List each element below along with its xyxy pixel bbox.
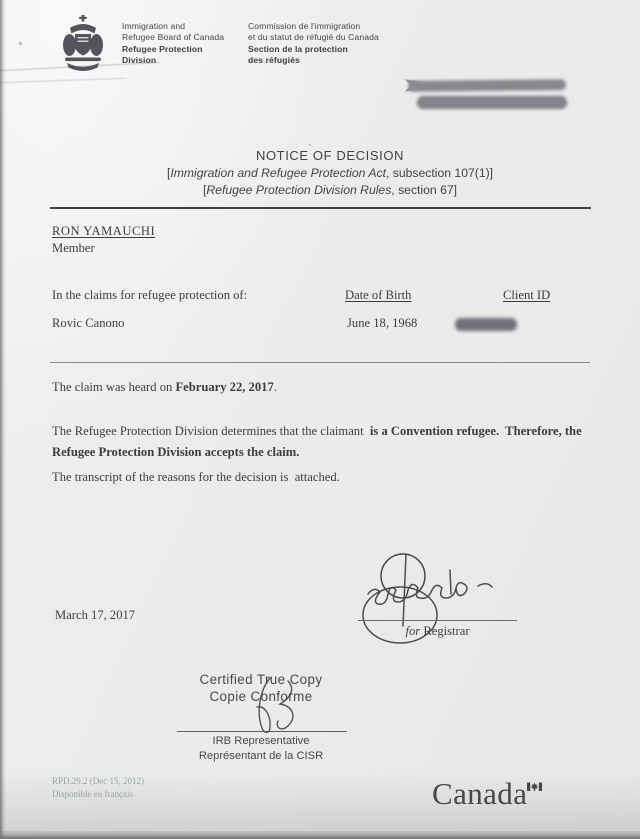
canada-flag-icon (527, 779, 542, 797)
redacted-client-id (455, 318, 517, 331)
org-name-en-line1: Immigration and (122, 21, 186, 31)
member-name: RON YAMAUCHI (52, 224, 156, 238)
act-name: Immigration and Refugee Protection Act (170, 166, 386, 180)
notice-title-block (20, 148, 640, 197)
letterhead-english (122, 21, 224, 65)
hearing-suffix: . (273, 380, 277, 394)
scan-speck (19, 42, 22, 45)
division-fr-line1: Section de la protection (248, 44, 348, 55)
bracket: [ (202, 183, 207, 197)
scan-edge-shadow-bottom (0, 831, 640, 839)
rules-name: Refugee Protection Division Rules (206, 183, 392, 197)
coat-of-arms-icon (62, 15, 104, 73)
horizontal-rule (50, 362, 590, 363)
scan-edge-shadow-left (0, 0, 6, 839)
irb-representative-en: IRB Representative (212, 735, 310, 747)
division-en-line1: Refugee Protection (122, 44, 203, 55)
statute-reference (20, 166, 640, 180)
hearing-prefix: The claim was heard on (52, 380, 176, 394)
page-title: NOTICE OF DECISION (255, 148, 405, 163)
letterhead-french (248, 21, 379, 65)
claimant-name: Rovic Canono (52, 316, 125, 330)
registrar-caption (358, 624, 517, 639)
rules-section: , section 67] (391, 183, 458, 197)
paper-crease (0, 78, 125, 83)
org-name-fr-line2: et du statut de réfugié du Canada (248, 31, 379, 42)
division-fr-line2: des réfugiés (248, 54, 300, 65)
claimant-dob: June 18, 1968 (347, 316, 418, 330)
redacted-file-number (417, 96, 567, 109)
determination-paragraph (52, 421, 604, 463)
form-number: RPD.29.2 (Dec 15, 2012) (52, 776, 144, 786)
org-name-en-line2: Refugee Board of Canada (122, 31, 225, 42)
hearing-date-line (52, 380, 277, 395)
wordmark-text: Canada (432, 776, 528, 811)
signature-line (358, 620, 517, 621)
act-subsection: , subsection 107(1)] (386, 166, 494, 180)
form-number-block (52, 775, 144, 801)
horizontal-rule (50, 207, 591, 209)
certified-line-fr: Copie Conforme (209, 689, 313, 704)
irb-representative-fr: Représentant de la CISR (198, 749, 324, 762)
decision-date: March 17, 2017 (55, 608, 136, 622)
hearing-date: February 22, 2017 (175, 380, 274, 394)
member-role: Member (52, 241, 95, 255)
rules-reference (20, 183, 640, 197)
determination-bold: is a Convention refugee. Therefore, the Refugee Protection Division accepts the claim. (52, 424, 585, 459)
determination-normal: The Refugee Protection Division determines that the claimant (52, 424, 367, 438)
canada-wordmark (432, 776, 562, 813)
client-id-column-header: Client ID (503, 288, 551, 302)
org-name-fr-line1: Commission de l'immigration (248, 21, 361, 31)
claims-label: In the claims for refugee protection of: (52, 288, 248, 302)
representative-signature (236, 676, 314, 738)
scan-speck (309, 144, 311, 146)
bracket: [ (166, 166, 171, 180)
registrar-title: Registrar (423, 624, 470, 638)
certified-line-en: Certified True Copy (199, 672, 323, 687)
redacted-file-number (408, 79, 566, 92)
division-en-line2: Division (122, 54, 157, 65)
transcript-line: The transcript of the reasons for the decision is attached. (52, 470, 340, 484)
language-availability-note: Disponible en français (52, 789, 133, 799)
for-word: for (405, 624, 421, 638)
dob-column-header: Date of Birth (345, 288, 412, 302)
